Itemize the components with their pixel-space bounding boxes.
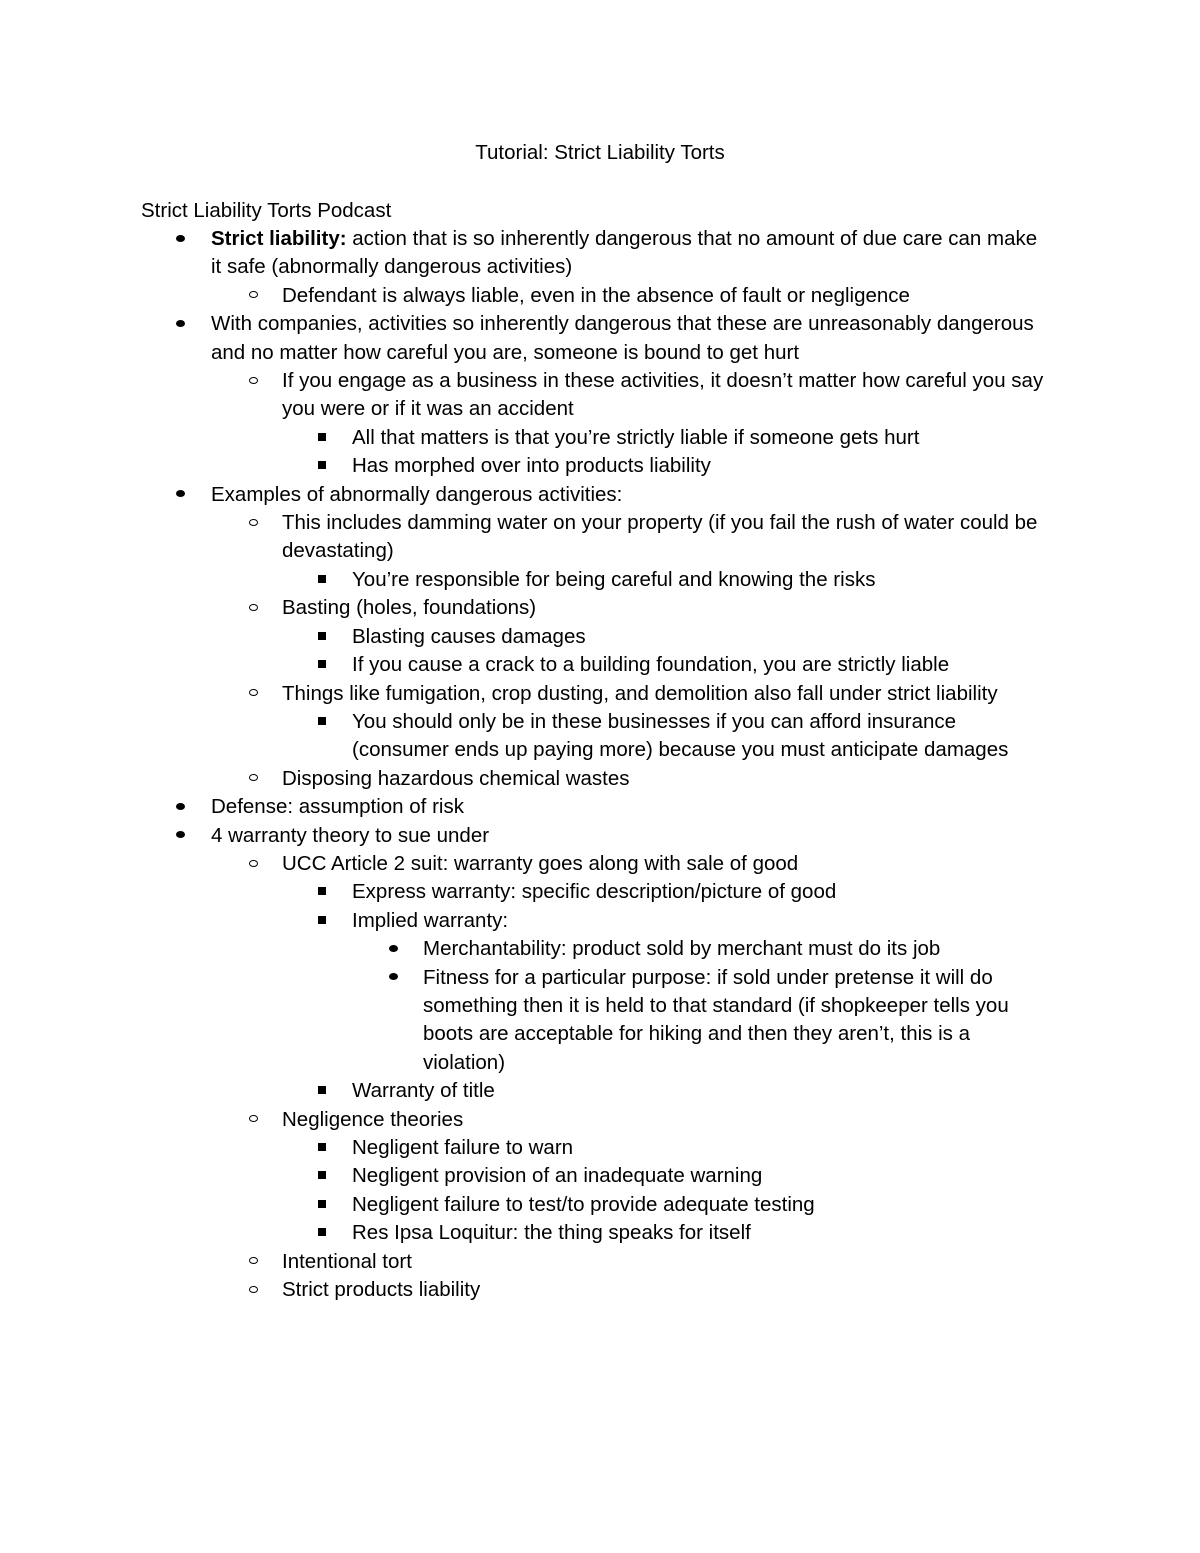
bullet-dot-icon <box>176 822 185 850</box>
list-item-body: 4 warranty theory to sue under <box>211 823 490 847</box>
list-item <box>0 1134 1052 1162</box>
list-item-text <box>352 1134 1052 1162</box>
page-title: Tutorial: Strict Liability Torts <box>475 141 725 164</box>
list-item-text <box>352 708 1052 765</box>
list-item-body: If you engage as a business in these activities, it doesn’t matter how careful you say you were or if it was an accident <box>282 369 1044 421</box>
bullet-square-icon <box>318 907 326 935</box>
list-item-body: Examples of abnormally dangerous activities: <box>211 482 623 506</box>
list-item-text <box>211 793 1051 821</box>
bullet-dot-icon <box>176 310 185 338</box>
list-item-body: Express warranty: specific description/picture of good <box>352 880 837 904</box>
list-item <box>0 623 1052 651</box>
bullet-square-icon <box>318 878 326 906</box>
list-item <box>0 1162 1052 1190</box>
bullet-square-icon <box>318 623 326 651</box>
bullet-square-icon <box>318 452 326 480</box>
list-item <box>0 822 1051 850</box>
list-item-text <box>282 367 1052 424</box>
bullet-dot-icon <box>389 935 398 963</box>
list-item <box>0 452 1052 480</box>
list-item <box>0 1276 1052 1304</box>
list-item-text <box>282 594 1052 622</box>
list-item-text <box>211 225 1051 282</box>
bullet-square-icon <box>318 424 326 452</box>
list-item-body: You should only be in these businesses if you can afford insurance (consumer ends up paying more) because you must anticipate damages <box>352 709 1009 762</box>
list-item-body: Defendant is always liable, even in the absence of fault or negligence <box>282 283 910 307</box>
list-item <box>0 651 1052 679</box>
list-item <box>0 282 1052 310</box>
list-item-body: Implied warranty: <box>352 908 509 932</box>
list-item-text <box>211 310 1051 367</box>
list-item <box>0 1248 1052 1276</box>
list-item <box>0 907 1052 935</box>
list-item-body: Negligent provision of an inadequate warning <box>352 1164 763 1188</box>
list-item-body: Warranty of title <box>352 1079 495 1103</box>
bullet-circle-icon <box>249 1276 258 1304</box>
list-item <box>0 708 1052 765</box>
bullet-circle-icon <box>249 594 258 622</box>
list-item-body: Has morphed over into products liability <box>352 454 711 478</box>
list-item-text <box>352 1077 1052 1105</box>
bullet-square-icon <box>318 1219 326 1247</box>
section-heading: Strict Liability Torts Podcast <box>141 199 392 222</box>
list-item-body: Disposing hazardous chemical wastes <box>282 766 630 790</box>
list-item-text <box>282 1248 1052 1276</box>
list-item-body: Negligent failure to warn <box>352 1136 574 1159</box>
list-item-body: Res Ipsa Loquitur: the thing speaks for itself <box>352 1221 751 1245</box>
list-item <box>0 225 1051 282</box>
bullet-square-icon <box>318 1134 326 1162</box>
list-item-body: You’re responsible for being careful and knowing the risks <box>352 567 876 591</box>
list-item-text <box>352 1162 1052 1190</box>
list-item <box>0 793 1051 821</box>
list-item-text <box>352 566 1052 594</box>
bullet-square-icon <box>318 1162 326 1190</box>
list-item <box>0 509 1052 566</box>
list-item <box>0 424 1052 452</box>
bullet-square-icon <box>318 651 326 679</box>
list-item-body: Negligent failure to test/to provide adequate testing <box>352 1192 815 1216</box>
list-item <box>0 850 1052 878</box>
list-item-text <box>352 424 1052 452</box>
list-item-text <box>282 680 1052 708</box>
list-item-text <box>352 623 1052 651</box>
bullet-circle-icon <box>249 850 258 878</box>
list-item-text <box>352 651 1052 679</box>
list-item-text <box>282 1276 1052 1304</box>
list-item-body: Intentional tort <box>282 1249 412 1273</box>
list-item-text <box>352 878 1052 906</box>
bullet-circle-icon <box>249 1106 258 1134</box>
list-item-body: Things like fumigation, crop dusting, and demolition also fall under strict liability <box>282 681 998 705</box>
list-item-body: Basting (holes, foundations) <box>282 596 537 620</box>
bullet-circle-icon <box>249 367 258 395</box>
list-item <box>0 367 1052 424</box>
list-item-body: action that is so inherently dangerous that no amount of due care can make it safe (abnormally dangerous activities) <box>211 227 1038 279</box>
list-item <box>0 481 1051 509</box>
list-item <box>0 765 1052 793</box>
bullet-dot-icon <box>176 225 185 253</box>
list-item-body: All that matters is that you’re strictly liable if someone gets hurt <box>352 425 920 449</box>
bullet-square-icon <box>318 1191 326 1219</box>
list-item-body: This includes damming water on your property (if you fail the rush of water could be devastating) <box>282 511 1038 563</box>
list-item-text <box>423 935 1053 963</box>
list-item-text <box>423 964 1053 1078</box>
list-item <box>0 310 1051 367</box>
list-item-body: UCC Article 2 suit: warranty goes along with sale of good <box>282 851 799 875</box>
list-item-text <box>282 282 1052 310</box>
bold-term: Strict liability: <box>211 227 347 250</box>
list-item-body: Merchantability: product sold by merchant must do its job <box>423 937 941 961</box>
list-item <box>0 1106 1052 1134</box>
list-item <box>0 1191 1052 1219</box>
list-item <box>0 935 1053 963</box>
bulleted-outline <box>0 225 1200 1304</box>
list-item-text <box>352 1191 1052 1219</box>
bullet-circle-icon <box>249 765 258 793</box>
bullet-square-icon <box>318 566 326 594</box>
list-item-body: Strict products liability <box>282 1278 481 1302</box>
list-item <box>0 964 1053 1078</box>
list-item-body: With companies, activities so inherently dangerous that these are unreasonably dangerous and no matter how careful you are, someone is bound to get hurt <box>211 312 1034 364</box>
list-item-body: If you cause a crack to a building foundation, you are strictly liable <box>352 653 950 677</box>
list-item <box>0 1077 1052 1105</box>
list-item-text <box>211 822 1051 850</box>
list-item-body: Defense: assumption of risk <box>211 795 464 819</box>
list-item-text <box>352 907 1052 935</box>
bullet-dot-icon <box>176 481 185 509</box>
list-item <box>0 878 1052 906</box>
bullet-dot-icon <box>389 964 398 992</box>
list-item <box>0 566 1052 594</box>
list-item-body: Fitness for a particular purpose: if sold under pretense it will do something then it is held to that standard (if shopkeeper tells you boots are acceptable for hiking and then they aren’t, this is a violation) <box>423 965 1009 1074</box>
bullet-circle-icon <box>249 680 258 708</box>
list-item-text <box>282 765 1052 793</box>
list-item-text <box>282 850 1052 878</box>
list-item-text <box>211 481 1051 509</box>
bullet-circle-icon <box>249 1248 258 1276</box>
list-item-body: Blasting causes damages <box>352 624 586 648</box>
list-item-text <box>352 452 1052 480</box>
bullet-square-icon <box>318 708 326 736</box>
list-item <box>0 594 1052 622</box>
list-item-text <box>282 1106 1052 1134</box>
list-item <box>0 1219 1052 1247</box>
list-item-text <box>282 509 1052 566</box>
list-item-body: Negligence theories <box>282 1107 464 1131</box>
bullet-square-icon <box>318 1077 326 1105</box>
list-item <box>0 680 1052 708</box>
bullet-dot-icon <box>176 793 185 821</box>
bullet-circle-icon <box>249 282 258 310</box>
list-item-text <box>352 1219 1052 1247</box>
bullet-circle-icon <box>249 509 258 537</box>
